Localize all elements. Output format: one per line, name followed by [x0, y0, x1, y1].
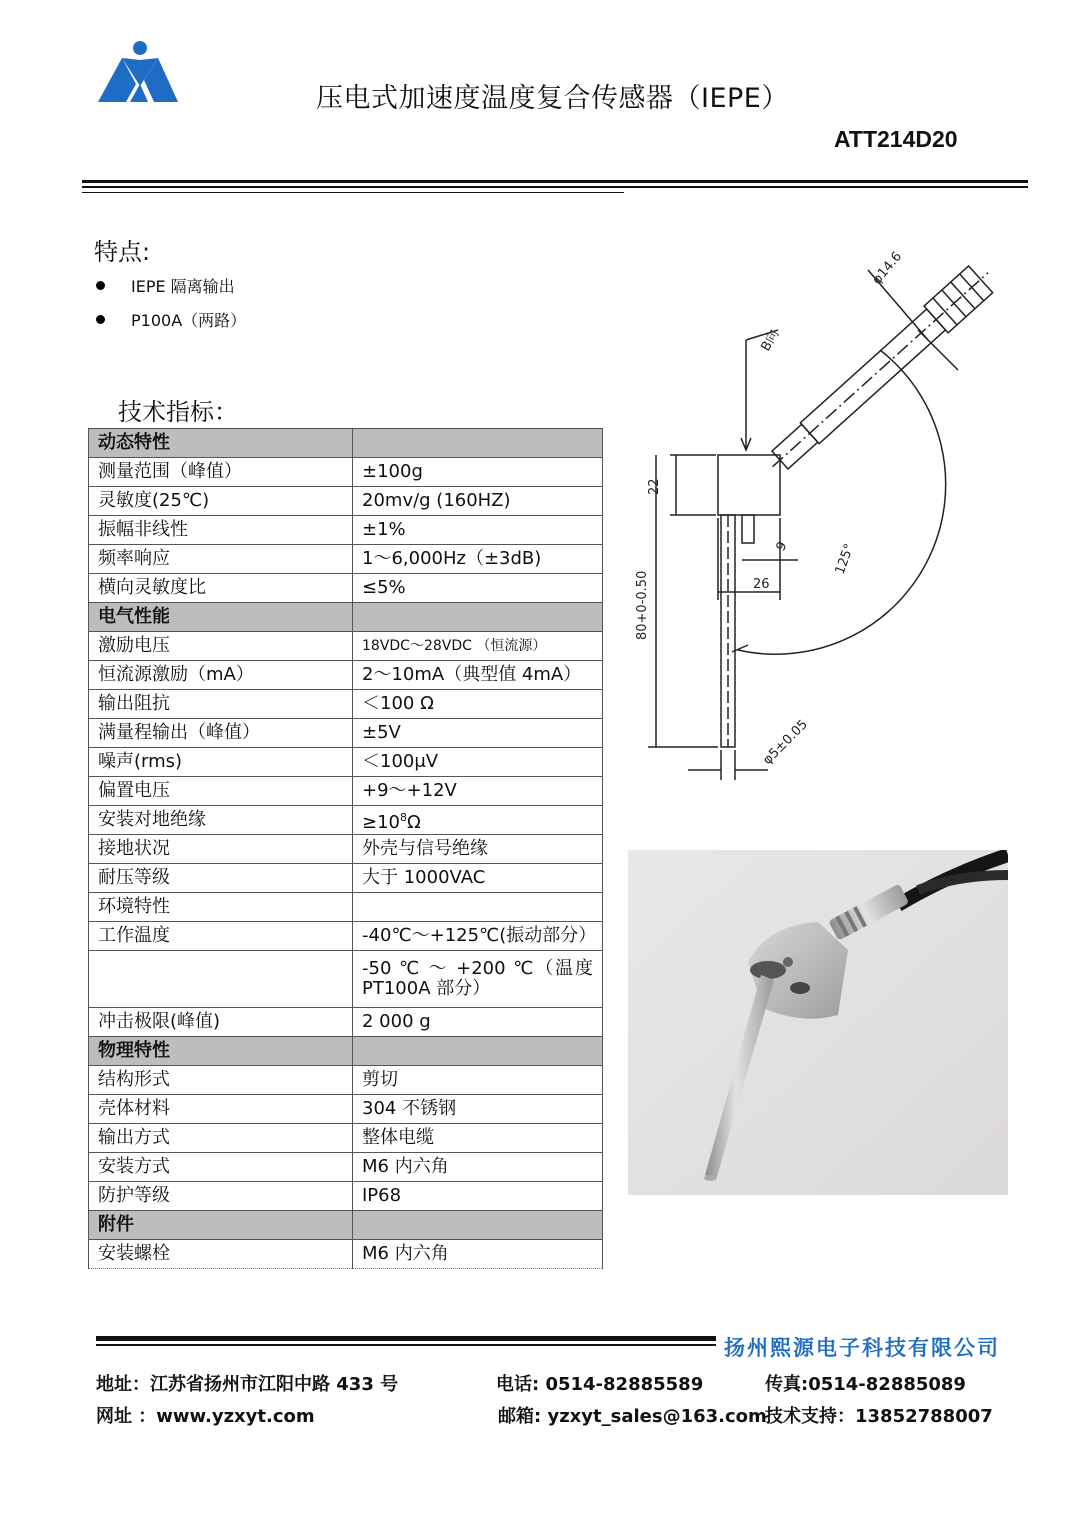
- features-heading: 特点:: [94, 238, 151, 266]
- email-link[interactable]: 邮箱: yzxyt_sales@163.com: [498, 1406, 767, 1427]
- footer-rule: [96, 1336, 716, 1341]
- table-section-row: 物理特性: [89, 1037, 603, 1066]
- footer-rule: [96, 1344, 716, 1346]
- svg-text:φ14.6: φ14.6: [869, 249, 906, 288]
- list-item: IEPE 隔离输出: [96, 268, 246, 302]
- table-section-row: 附件: [89, 1211, 603, 1240]
- svg-text:80+0-0.50: 80+0-0.50: [635, 570, 650, 640]
- table-row: 防护等级 IP68: [89, 1182, 603, 1211]
- phone-text: 电话: 0514-82885589: [496, 1374, 704, 1395]
- table-row: 壳体材料 304 不锈钢: [89, 1095, 603, 1124]
- table-row: 冲击极限(峰值) 2 000 g: [89, 1008, 603, 1037]
- address-text: 地址：江苏省扬州市江阳中路 433 号: [96, 1374, 399, 1395]
- bullet-icon: [96, 315, 105, 324]
- table-row: 横向灵敏度比 ≤5%: [89, 574, 603, 603]
- bullet-icon: [96, 281, 105, 290]
- stub-outline: [742, 515, 754, 543]
- svg-text:125°: 125°: [832, 541, 858, 577]
- cable-connector-outline: [761, 259, 1001, 480]
- dimension-drawing: [628, 190, 1058, 800]
- table-row: 安装对地绝缘 $\ge 10^8\Omega$: [89, 806, 603, 835]
- table-row: 满量程输出（峰值） ±5V: [89, 719, 603, 748]
- table-row: 接地状况 外壳与信号绝缘: [89, 835, 603, 864]
- product-photo: [628, 850, 1008, 1195]
- document-title: 压电式加速度温度复合传感器（IEPE）: [316, 83, 789, 114]
- sensor-body-outline: [718, 455, 780, 515]
- table-row: 结构形式 剪切: [89, 1066, 603, 1095]
- svg-text:26: 26: [753, 577, 770, 592]
- website-link[interactable]: 网址 ：www.yzxyt.com: [96, 1406, 315, 1427]
- svg-text:B向: B向: [758, 327, 783, 354]
- table-row: 频率响应 1～6,000Hz（±3dB): [89, 545, 603, 574]
- fax-text: 传真:0514-82885089: [765, 1374, 966, 1395]
- header-rule: [82, 186, 1028, 188]
- svg-text:9: 9: [773, 539, 791, 554]
- support-text: 技术支持：13852788007: [765, 1406, 993, 1427]
- table-row: 环境特性: [89, 893, 603, 922]
- table-row: 安装螺栓 M6 内六角: [89, 1240, 603, 1269]
- table-row: 安装方式 M6 内六角: [89, 1153, 603, 1182]
- table-row: 振幅非线性 ±1%: [89, 516, 603, 545]
- table-section-row: 电气性能: [89, 603, 603, 632]
- company-logo: [96, 40, 180, 104]
- features-list: [96, 268, 246, 336]
- table-row: 工作温度 -40℃～+125℃(振动部分）: [89, 922, 603, 951]
- model-number: ATT214D20: [834, 126, 958, 152]
- table-row: 输出阻抗 ＜100 Ω: [89, 690, 603, 719]
- company-name: 扬州熙源电子科技有限公司: [724, 1336, 1000, 1360]
- header-rule: [82, 180, 1028, 183]
- table-row: 输出方式 整体电缆: [89, 1124, 603, 1153]
- table-row: 噪声(rms) ＜100μV: [89, 748, 603, 777]
- header-rule: [82, 192, 624, 193]
- table-row: 激励电压 18VDC～28VDC （恒流源）: [89, 632, 603, 661]
- list-item: P100A（两路）: [96, 302, 246, 336]
- table-row: 灵敏度(25℃) 20mv/g (160HZ): [89, 487, 603, 516]
- table-row: 测量范围（峰值） ±100g: [89, 458, 603, 487]
- svg-text:φ5±0.05: φ5±0.05: [760, 717, 811, 768]
- table-row: 恒流源激励（mA） 2～10mA（典型值 4mA）: [89, 661, 603, 690]
- table-row: 偏置电压 +9～+12V: [89, 777, 603, 806]
- specs-heading: 技术指标：: [118, 398, 238, 426]
- spec-table: [88, 428, 603, 1269]
- table-section-row: 动态特性: [89, 429, 603, 458]
- svg-text:22: 22: [647, 478, 662, 495]
- table-row: -50 ℃ ～ +200 ℃（温度PT100A 部分）: [89, 951, 603, 1008]
- table-row: 耐压等级 大于 1000VAC: [89, 864, 603, 893]
